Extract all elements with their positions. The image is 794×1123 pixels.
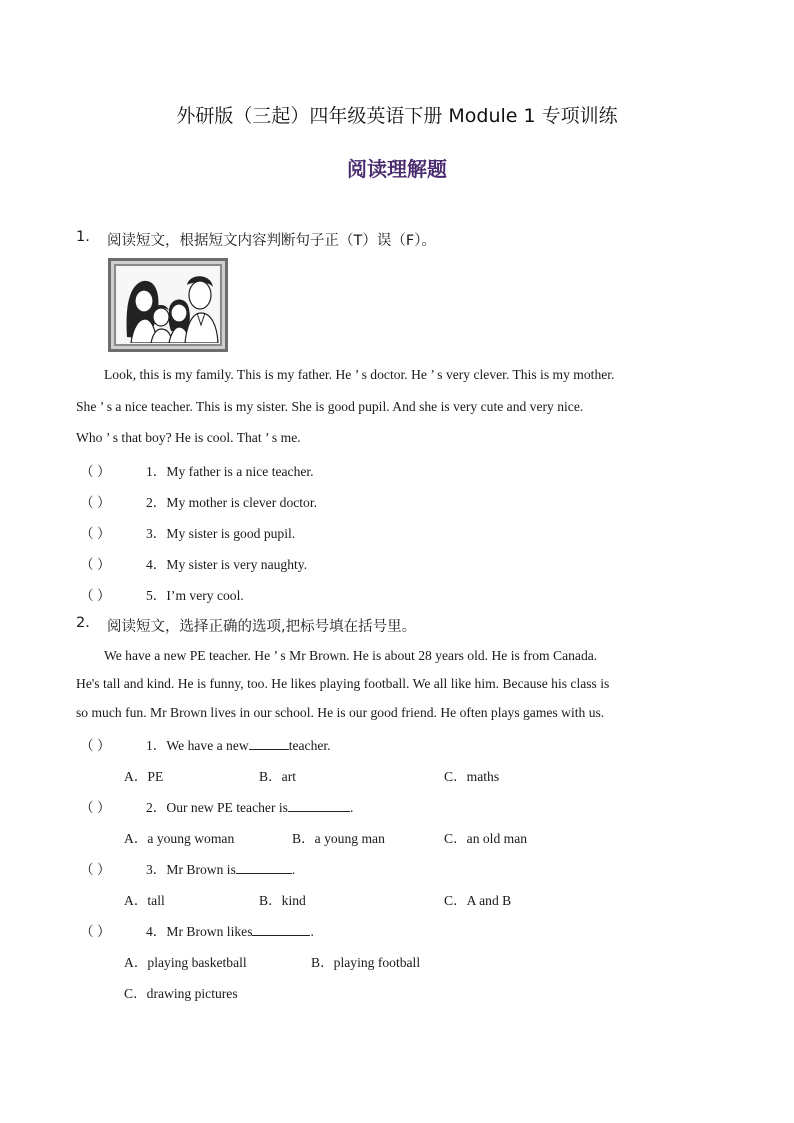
q2-item-3-blank[interactable] [236, 861, 292, 874]
q2-item-2-stem [146, 796, 353, 816]
q2-item-4-option-c[interactable]: C．drawing pictures [124, 986, 238, 1001]
q2-item-3-option-c[interactable]: C．A and B [444, 893, 512, 908]
q2-number: 2. [76, 615, 90, 631]
q2-item-4-stem [146, 920, 314, 940]
q2-item-2-stem-text: 2．Our new PE teacher is [146, 800, 288, 815]
q1-item-2-text: 2．My mother is clever doctor. [146, 495, 318, 510]
q1-item-2-answer-paren[interactable]: （ ） [80, 495, 111, 510]
q1-item-5-answer-paren[interactable]: （ ） [80, 588, 111, 603]
q2-item-3-option-b[interactable]: B．kind [259, 893, 306, 908]
page-title: 外研版（三起）四年级英语下册 Module 1 专项训练 [176, 105, 618, 127]
q2-item-1-stem [146, 734, 331, 754]
q2-item-2-answer-paren[interactable]: （ ） [80, 800, 111, 815]
q1-item-1-text: 1．My father is a nice teacher. [146, 464, 314, 479]
q1-passage-line-1: Look, this is my family. This is my father. He ’ s doctor. He ’ s very clever. This is my mother. [104, 367, 615, 382]
q2-instruction: 阅读短文，选择正确的选项,把标号填在括号里。 [107, 619, 417, 635]
q2-item-4-stem-text: 4．Mr Brown likes [146, 924, 253, 939]
q2-item-4-stem-after: . [310, 924, 314, 939]
family-photo-drawing [117, 267, 219, 343]
q1-item-3-text: 3．My sister is good pupil. [146, 526, 296, 541]
q2-passage-line-1: We have a new PE teacher. He ’ s Mr Brown. He is about 28 years old. He is from Canada. [104, 648, 598, 663]
q2-item-2-option-a[interactable]: A．a young woman [124, 831, 235, 846]
q2-item-3-stem-after: . [291, 862, 296, 877]
q2-item-1-option-c[interactable]: C．maths [444, 769, 500, 784]
q1-item-3-answer-paren[interactable]: （ ） [80, 526, 111, 541]
q2-item-1-stem-text: 1．We have a new [146, 738, 249, 753]
q2-item-2-stem-after: . [349, 800, 354, 815]
q1-number: 1. [76, 229, 90, 245]
q1-passage-line-2: She ’ s a nice teacher. This is my sister. She is good pupil. And she is very cute and very nice. [76, 399, 584, 414]
q2-item-4-option-a[interactable]: A．playing basketball [124, 955, 247, 970]
section-subtitle: 阅读理解题 [347, 157, 447, 181]
q2-item-1-answer-paren[interactable]: （ ） [80, 738, 111, 753]
q2-item-3-answer-paren[interactable]: （ ） [80, 862, 111, 877]
q2-item-3-stem [146, 858, 295, 878]
q2-item-2-blank[interactable] [288, 799, 350, 812]
q2-item-2-option-c[interactable]: C．an old man [444, 831, 528, 846]
q2-item-4-blank[interactable] [252, 923, 310, 936]
q1-item-5-text: 5．I’m very cool. [146, 588, 244, 603]
q2-item-4-answer-paren[interactable]: （ ） [80, 924, 111, 939]
q1-item-4-answer-paren[interactable]: （ ） [80, 557, 111, 572]
q2-item-1-blank[interactable] [249, 737, 289, 750]
q1-item-1-answer-paren[interactable]: （ ） [80, 464, 111, 479]
family-photo-icon [108, 258, 228, 352]
q2-item-1-option-a[interactable]: A．PE [124, 769, 164, 784]
q2-item-3-stem-text: 3．Mr Brown is [146, 862, 236, 877]
q2-item-3-option-a[interactable]: A．tall [124, 893, 165, 908]
q1-instruction: 阅读短文，根据短文内容判断句子正（T）误（F）。 [107, 233, 436, 249]
q2-item-2-option-b[interactable]: B．a young man [292, 831, 385, 846]
q2-item-1-stem-after: teacher. [288, 738, 331, 753]
q1-passage-line-3: Who ’ s that boy? He is cool. That ’ s me. [76, 430, 301, 445]
q1-item-4-text: 4．My sister is very naughty. [146, 557, 308, 572]
q2-item-1-option-b[interactable]: B．art [259, 769, 296, 784]
q2-passage-line-3: so much fun. Mr Brown lives in our school. He is our good friend. He often plays games with us. [76, 705, 605, 720]
q2-item-4-option-b[interactable]: B．playing football [311, 955, 421, 970]
q2-passage-line-2: He's tall and kind. He is funny, too. He likes playing football. We all like him. Because his class is [76, 676, 610, 691]
